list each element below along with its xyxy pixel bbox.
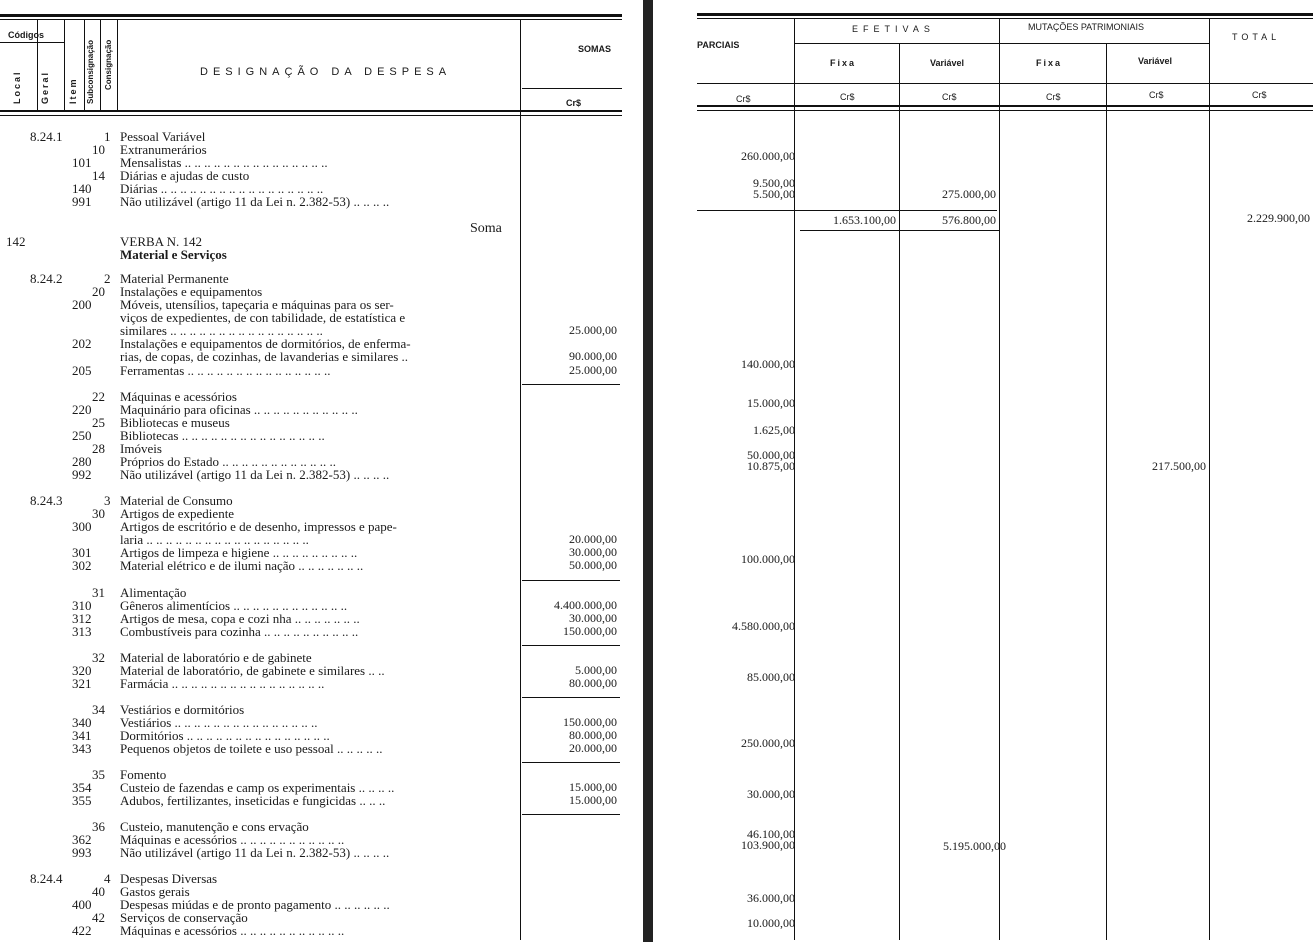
row-soma: 150.000,00 (563, 624, 617, 638)
row-soma: 30.000,00 (569, 545, 617, 559)
row-parcial: 50.000,00 (747, 448, 795, 462)
row-subconsignacao: 42 (92, 910, 105, 925)
row-code: 302 (72, 558, 92, 573)
row-designacao: rias, de copas, de cozinhas, de lavanderias e similares .. (120, 349, 409, 364)
row-designacao: Material elétrico e de ilumi nação .. .. .. .. .. .. .. (120, 558, 364, 573)
row-designacao: Maquinário para oficinas .. .. .. .. .. .. .. .. .. .. .. (120, 402, 358, 417)
row-designacao: Instalações e equipamentos (120, 284, 263, 299)
row-soma: 25.000,00 (569, 323, 617, 337)
row-designacao: Artigos de expediente (120, 506, 235, 521)
row-code: 8.24.2 (30, 271, 63, 286)
row-subconsignacao: 32 (92, 650, 105, 665)
row-code: 101 (72, 155, 92, 170)
row-designacao: laria .. .. .. .. .. .. .. .. .. .. .. .. .. .. .. .. .. (120, 532, 309, 547)
row-parcial: 140.000,00 (741, 357, 795, 371)
row-designacao: Farmácia .. .. .. .. .. .. .. .. .. .. .. .. .. .. .. .. (120, 676, 325, 691)
row-designacao: Imóveis (120, 441, 162, 456)
subtotal-rule (522, 762, 620, 763)
row-code: 362 (72, 832, 92, 847)
fixa2-header: Fixa (1036, 58, 1063, 68)
subconsignacao-header: Subconsignação (86, 39, 95, 104)
row-designacao: Pequenos objetos de toilete e uso pessoal .. .. .. .. .. (120, 741, 383, 756)
row-soma: 4.400.000,00 (554, 598, 617, 612)
page-gutter (643, 0, 653, 942)
row-designacao: Instalações e equipamentos de dormitórios, de enferma- (120, 336, 411, 351)
total-value: 2.229.900,00 (1247, 211, 1310, 225)
row-code: 321 (72, 676, 92, 691)
row-soma: 5.000,00 (575, 663, 617, 677)
subtotal-rule (522, 697, 620, 698)
row-designacao: Artigos de escritório e de desenho, impressos e pape- (120, 519, 397, 534)
subtotal-rule (522, 580, 620, 581)
row-parcial: 260.000,00 (741, 149, 795, 163)
efetivas-header: EFETIVAS (852, 24, 935, 34)
row-parcial: 9.500,00 (753, 176, 795, 190)
row-code: 343 (72, 741, 92, 756)
row-subconsignacao: 35 (92, 767, 105, 782)
row-soma: 30.000,00 (569, 611, 617, 625)
row-designacao: Próprios do Estado .. .. .. .. .. .. .. .. .. .. .. .. (120, 454, 336, 469)
row-designacao: Diárias .. .. .. .. .. .. .. .. .. .. .. .. .. .. .. .. .. (120, 181, 324, 196)
row-subconsignacao: 2 (104, 271, 111, 286)
row-designacao: Bibliotecas e museus (120, 415, 230, 430)
row-code: 280 (72, 454, 92, 469)
item-header: Item (68, 77, 78, 104)
row-parcial: 5.500,00 (753, 187, 795, 201)
row-subconsignacao: 36 (92, 819, 105, 834)
row-subconsignacao: 10 (92, 142, 105, 157)
row-designacao: Bibliotecas .. .. .. .. .. .. .. .. .. .. .. .. .. .. .. (120, 428, 325, 443)
row-subconsignacao: 40 (92, 884, 105, 899)
row-designacao: Gêneros alimentícios .. .. .. .. .. .. .. .. .. .. .. .. (120, 598, 348, 613)
row-designacao: Gastos gerais (120, 884, 190, 899)
row-subconsignacao: 14 (92, 168, 105, 183)
row-designacao: Artigos de mesa, copa e cozi nha .. .. .. .. .. .. .. (120, 611, 360, 626)
row-subconsignacao: 1 (104, 129, 111, 144)
row-parcial: 15.000,00 (747, 396, 795, 410)
row-code: 8.24.4 (30, 871, 63, 886)
variavel2-header: Variável (1138, 56, 1173, 66)
row-soma: 25.000,00 (569, 363, 617, 377)
row-parcial: 250.000,00 (741, 736, 795, 750)
efetivas-variavel-value-2: 5.195.000,00 (943, 839, 1006, 853)
parciais-header: PARCIAIS (697, 40, 740, 50)
row-designacao: Adubos, fertilizantes, inseticidas e fungicidas .. .. .. (120, 793, 386, 808)
row-designacao: Alimentação (120, 585, 187, 600)
unit-var2: Cr$ (1149, 90, 1164, 100)
row-designacao: Material Permanente (120, 271, 229, 286)
row-parcial: 10.000,00 (747, 916, 795, 930)
row-code: 8.24.1 (30, 129, 63, 144)
row-code: 200 (72, 297, 92, 312)
designacao-header: DESIGNAÇÃO DA DESPESA (200, 66, 452, 78)
row-subconsignacao: 28 (92, 441, 105, 456)
row-subconsignacao: 30 (92, 506, 105, 521)
total-header: TOTAL (1232, 32, 1281, 42)
row-designacao: Pessoal Variável (120, 129, 206, 144)
row-designacao: Despesas miúdas e de pronto pagamento .. .. .. .. .. .. (120, 897, 390, 912)
subtotal-rule (522, 645, 620, 646)
row-designacao: Máquinas e acessórios .. .. .. .. .. .. .. .. .. .. .. (120, 832, 345, 847)
unit-fixa2: Cr$ (1046, 92, 1061, 102)
row-code: 355 (72, 793, 92, 808)
row-parcial: 100.000,00 (741, 552, 795, 566)
row-code: 142 (6, 234, 26, 249)
row-code: 340 (72, 715, 92, 730)
row-code: 341 (72, 728, 92, 743)
row-code: 250 (72, 428, 92, 443)
local-header: Local (12, 70, 22, 104)
row-subconsignacao: 31 (92, 585, 105, 600)
row-code: 310 (72, 598, 92, 613)
row-code: 992 (72, 467, 92, 482)
fixa1-header: Fixa (830, 58, 857, 68)
row-code: 991 (72, 194, 92, 209)
row-designacao: Artigos de limpeza e higiene .. .. .. .. .. .. .. .. .. (120, 545, 358, 560)
unit-fixa1: Cr$ (840, 92, 855, 102)
unit-total: Cr$ (1252, 90, 1267, 100)
row-designacao: VERBA N. 142 (120, 234, 202, 249)
row-code: 301 (72, 545, 92, 560)
subtotal-rule (522, 814, 620, 815)
row-soma: 150.000,00 (563, 715, 617, 729)
row-designacao: Despesas Diversas (120, 871, 218, 886)
row-code: 400 (72, 897, 92, 912)
row-designacao: Não utilizável (artigo 11 da Lei n. 2.382-53) .. .. .. .. (120, 194, 390, 209)
row-code: 205 (72, 363, 92, 378)
row-subconsignacao: 3 (104, 493, 111, 508)
row-designacao: Fomento (120, 767, 167, 782)
efetivas-variavel-value: 275.000,00 (942, 187, 996, 201)
row-parcial: 4.580.000,00 (732, 619, 795, 633)
row-designacao: Extranumerários (120, 142, 207, 157)
row-designacao: viços de expedientes, de con tabilidade, de estatística e (120, 310, 406, 325)
consignacao-header: Consignação (104, 39, 113, 90)
row-designacao: Máquinas e acessórios (120, 389, 237, 404)
row-designacao: Diárias e ajudas de custo (120, 168, 250, 183)
row-code: 320 (72, 663, 92, 678)
mutacoes-variavel-value: 217.500,00 (1152, 459, 1206, 473)
row-parcial: 103.900,00 (741, 838, 795, 852)
row-soma: 20.000,00 (569, 532, 617, 546)
row-parcial: 46.100,00 (747, 827, 795, 841)
row-soma: 90.000,00 (569, 349, 617, 363)
geral-header: Geral (40, 70, 50, 104)
row-code: 140 (72, 181, 92, 196)
row-designacao: Ferramentas .. .. .. .. .. .. .. .. .. .. .. .. .. .. .. (120, 363, 331, 378)
row-designacao: similares .. .. .. .. .. .. .. .. .. .. .. .. .. .. .. .. (120, 323, 323, 338)
row-code: 313 (72, 624, 92, 639)
subtotal-rule (522, 384, 620, 385)
row-designacao: Custeio, manutenção e cons ervação (120, 819, 309, 834)
row-parcial: 1.625,00 (753, 423, 795, 437)
row-code: 354 (72, 780, 92, 795)
row-designacao: Custeio de fazendas e camp os experimentais .. .. .. .. (120, 780, 395, 795)
somas-header: SOMAS (578, 44, 612, 54)
row-designacao: Soma (470, 221, 502, 236)
efetivas-fixa-total: 1.653.100,00 (833, 213, 896, 227)
row-soma: 20.000,00 (569, 741, 617, 755)
row-parcial: 30.000,00 (747, 787, 795, 801)
row-designacao: Material de laboratório e de gabinete (120, 650, 312, 665)
row-code: 202 (72, 336, 92, 351)
row-designacao: Não utilizável (artigo 11 da Lei n. 2.382-53) .. .. .. .. (120, 845, 390, 860)
row-code: 993 (72, 845, 92, 860)
row-parcial: 36.000,00 (747, 891, 795, 905)
row-subconsignacao: 22 (92, 389, 105, 404)
row-soma: 80.000,00 (569, 728, 617, 742)
row-subconsignacao: 4 (104, 871, 111, 886)
row-soma: 15.000,00 (569, 793, 617, 807)
mutacoes-header: MUTAÇÕES PATRIMONIAIS (1028, 22, 1145, 32)
row-designacao: Serviços de conservação (120, 910, 248, 925)
unit-var1: Cr$ (942, 92, 957, 102)
row-soma: 15.000,00 (569, 780, 617, 794)
row-designacao: Material de laboratório, de gabinete e similares .. .. (120, 663, 385, 678)
codigos-header: Códigos (8, 30, 44, 40)
row-parcial: 85.000,00 (747, 670, 795, 684)
row-subconsignacao: 34 (92, 702, 105, 717)
somas-unit: Cr$ (566, 98, 582, 108)
row-soma: 50.000,00 (569, 558, 617, 572)
row-designacao: Vestiários e dormitórios (120, 702, 245, 717)
row-soma: 80.000,00 (569, 676, 617, 690)
row-designacao: Móveis, utensílios, tapeçaria e máquinas para os ser- (120, 297, 394, 312)
unit-parciais: Cr$ (736, 94, 751, 104)
row-designacao: Material de Consumo (120, 493, 233, 508)
row-designacao: Máquinas e acessórios .. .. .. .. .. .. .. .. .. .. .. (120, 923, 345, 938)
row-designacao: Combustíveis para cozinha .. .. .. .. .. .. .. .. .. .. (120, 624, 359, 639)
efetivas-variavel-total: 576.800,00 (942, 213, 996, 227)
row-code: 300 (72, 519, 92, 534)
row-subconsignacao: 20 (92, 284, 105, 299)
row-designacao: Mensalistas .. .. .. .. .. .. .. .. .. .. .. .. .. .. .. (120, 155, 328, 170)
row-designacao: Dormitórios .. .. .. .. .. .. .. .. .. .. .. .. .. .. .. (120, 728, 330, 743)
row-code: 220 (72, 402, 92, 417)
row-designacao: Vestiários .. .. .. .. .. .. .. .. .. .. .. .. .. .. .. (120, 715, 318, 730)
row-parcial: 10.875,00 (747, 459, 795, 473)
row-subconsignacao: 25 (92, 415, 105, 430)
row-designacao: Não utilizável (artigo 11 da Lei n. 2.382-53) .. .. .. .. (120, 467, 390, 482)
row-code: 312 (72, 611, 92, 626)
variavel1-header: Variável (930, 58, 965, 68)
row-code: 422 (72, 923, 92, 938)
row-designacao: Material e Serviços (120, 247, 227, 262)
row-code: 8.24.3 (30, 493, 63, 508)
